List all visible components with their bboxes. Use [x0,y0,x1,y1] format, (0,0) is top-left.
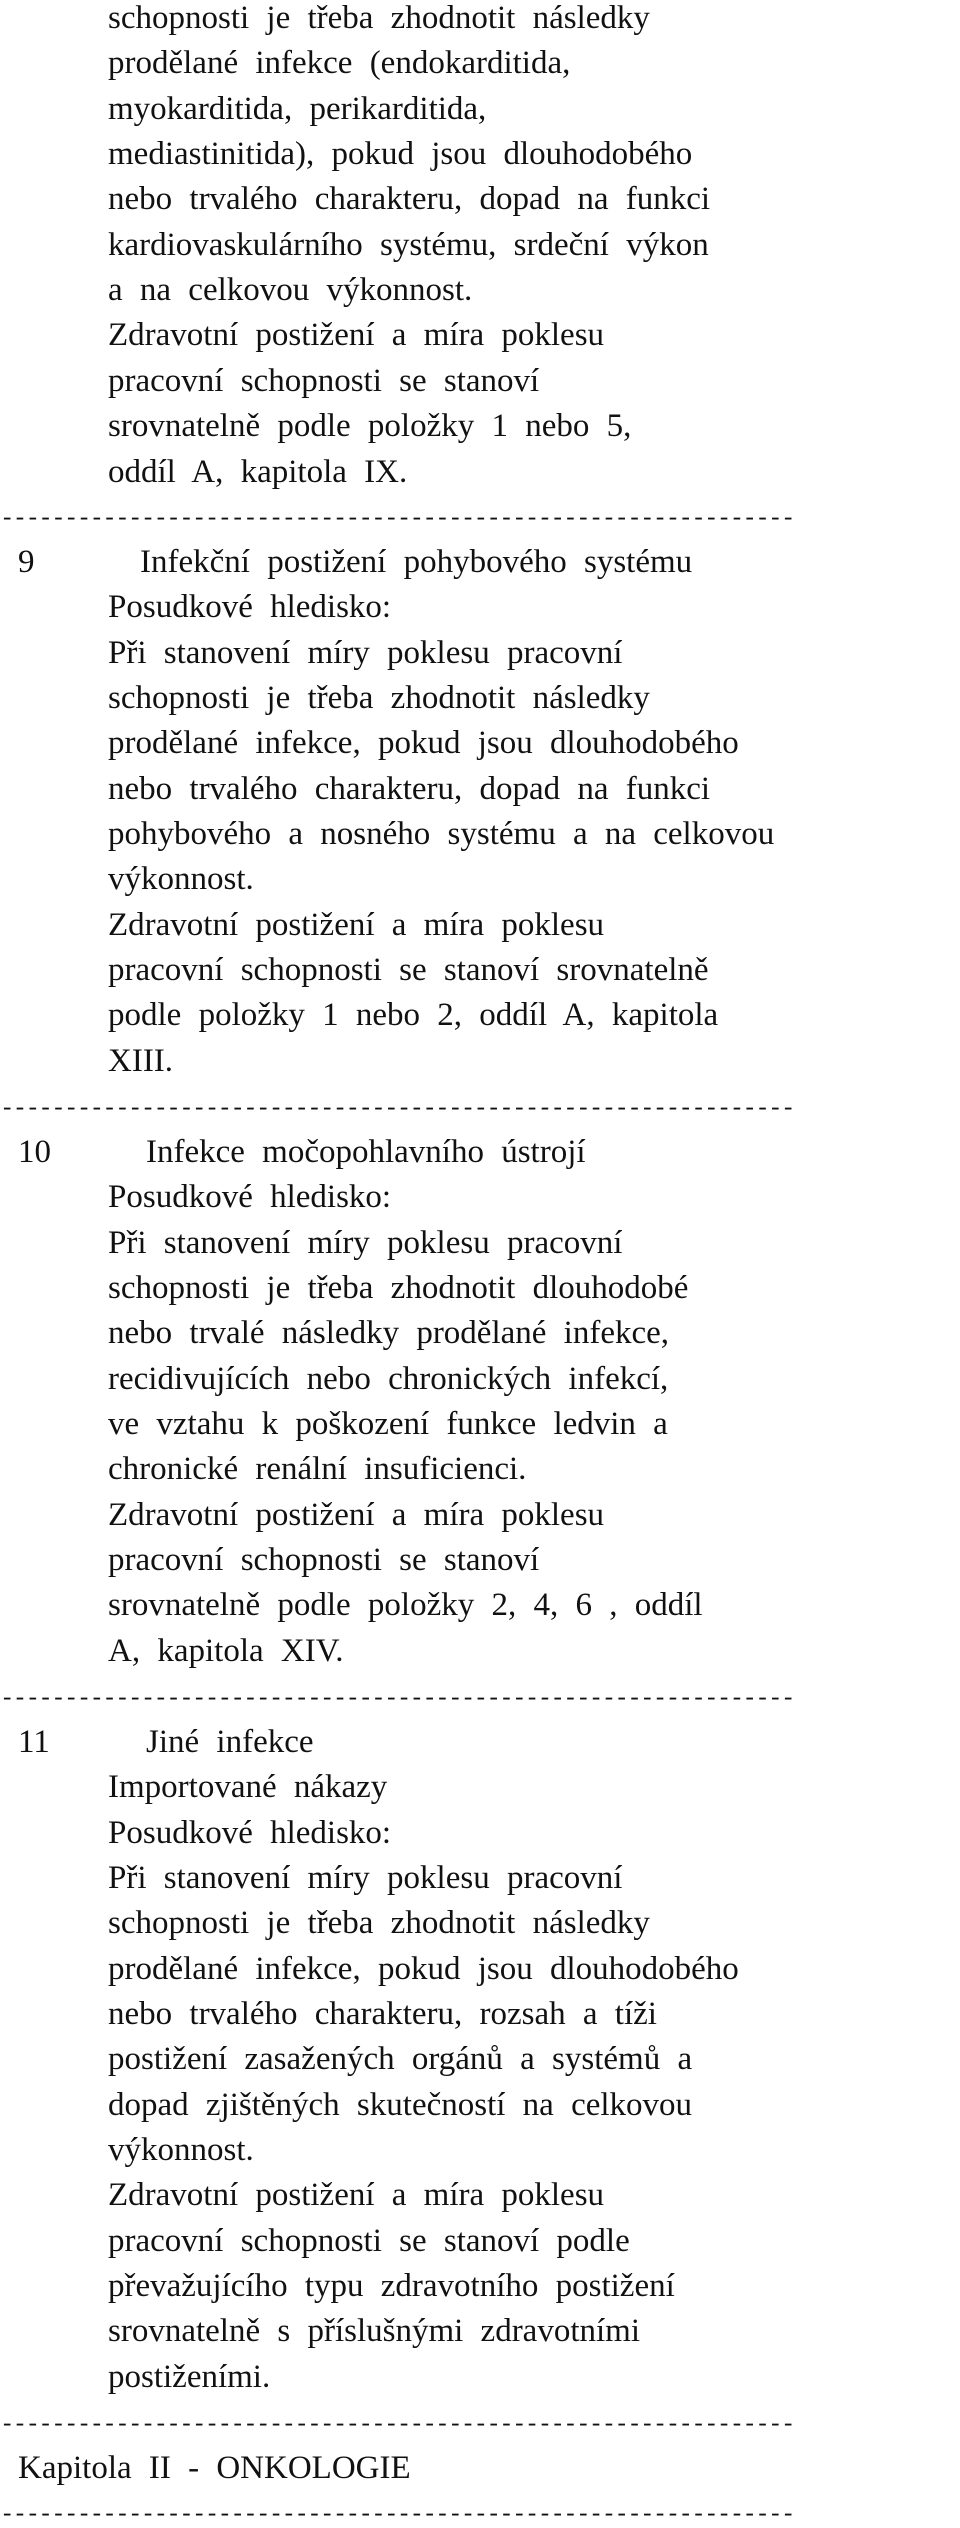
text-line: XIII. [108,1043,174,1079]
text-line: prodělané infekce, pokud jsou dlouhodobého [108,725,739,761]
text-line: Zdravotní postižení a míra poklesu [108,907,605,943]
text-line: prodělané infekce, pokud jsou dlouhodobého [108,1951,739,1987]
text-line: výkonnost. [108,2132,254,2168]
separator-line: -------------------------------------------------------------- [0,1688,794,1712]
text-line: schopnosti je třeba zhodnotit následky [108,1905,650,1941]
text-line: pracovní schopnosti se stanoví podle [108,2223,630,2259]
text-line: myokarditida, perikarditida, [108,91,487,127]
text-line: nebo trvalé následky prodělané infekce, [108,1315,670,1351]
text-line: převažujícího typu zdravotního postižení [108,2268,675,2304]
text-line: postižení zasažených orgánů a systémů a [108,2041,693,2077]
text-line: postiženími. [108,2359,271,2395]
text-line: srovnatelně s příslušnými zdravotními [108,2313,641,2349]
text-line: podle položky 1 nebo 2, oddíl A, kapitola [108,997,719,1033]
text-line: Zdravotní postižení a míra poklesu [108,2177,605,2213]
text-line: nebo trvalého charakteru, rozsah a tíži [108,1996,657,2032]
chapter-heading: Kapitola II - ONKOLOGIE [18,2450,411,2486]
text-line: pohybového a nosného systému a na celkovou [108,816,775,852]
text-line: chronické renální insuficienci. [108,1451,527,1487]
text-line: nebo trvalého charakteru, dopad na funkci [108,181,711,217]
text-line: ve vztahu k poškození funkce ledvin a [108,1406,668,1442]
text-line: srovnatelně podle položky 1 nebo 5, [108,408,632,444]
text-line: schopnosti je třeba zhodnotit následky [108,0,650,36]
text-line: pracovní schopnosti se stanoví [108,363,540,399]
item-title: Infekce močopohlavního ústrojí [146,1134,586,1170]
text-line: srovnatelně podle položky 2, 4, 6 , oddíl [108,1587,703,1623]
text-line: pracovní schopnosti se stanoví srovnatelně [108,952,709,988]
text-line: mediastinitida), pokud jsou dlouhodobého [108,136,693,172]
text-line: Posudkové hledisko: [108,1815,392,1851]
text-line: recidivujících nebo chronických infekcí, [108,1361,669,1397]
text-line: a na celkovou výkonnost. [108,272,473,308]
text-line: Zdravotní postižení a míra poklesu [108,1497,605,1533]
item-number: 9 [18,544,35,580]
separator-line: -------------------------------------------------------------- [0,2414,794,2438]
text-line: pracovní schopnosti se stanoví [108,1542,540,1578]
text-line: schopnosti je třeba zhodnotit následky [108,680,650,716]
separator-line: -------------------------------------------------------------- [0,2504,794,2528]
text-line: Při stanovení míry poklesu pracovní [108,1225,623,1261]
text-line: nebo trvalého charakteru, dopad na funkci [108,771,711,807]
text-line: dopad zjištěných skutečností na celkovou [108,2087,693,2123]
item-number: 11 [18,1724,50,1760]
text-line: Zdravotní postižení a míra poklesu [108,317,605,353]
text-line: kardiovaskulárního systému, srdeční výkon [108,227,709,263]
text-line: Importované nákazy [108,1769,388,1805]
item-title: Infekční postižení pohybového systému [140,544,693,580]
item-number: 10 [18,1134,51,1170]
text-line: A, kapitola XIV. [108,1633,344,1669]
text-line: Posudkové hledisko: [108,589,392,625]
text-line: Při stanovení míry poklesu pracovní [108,1860,623,1896]
separator-line: -------------------------------------------------------------- [0,1098,794,1122]
text-line: Při stanovení míry poklesu pracovní [108,635,623,671]
text-line: výkonnost. [108,861,254,897]
text-line: prodělané infekce (endokarditida, [108,45,571,81]
item-title: Jiné infekce [146,1724,314,1760]
separator-line: -------------------------------------------------------------- [0,508,794,532]
text-line: schopnosti je třeba zhodnotit dlouhodobé [108,1270,689,1306]
text-line: Posudkové hledisko: [108,1179,392,1215]
text-line: oddíl A, kapitola IX. [108,454,408,490]
